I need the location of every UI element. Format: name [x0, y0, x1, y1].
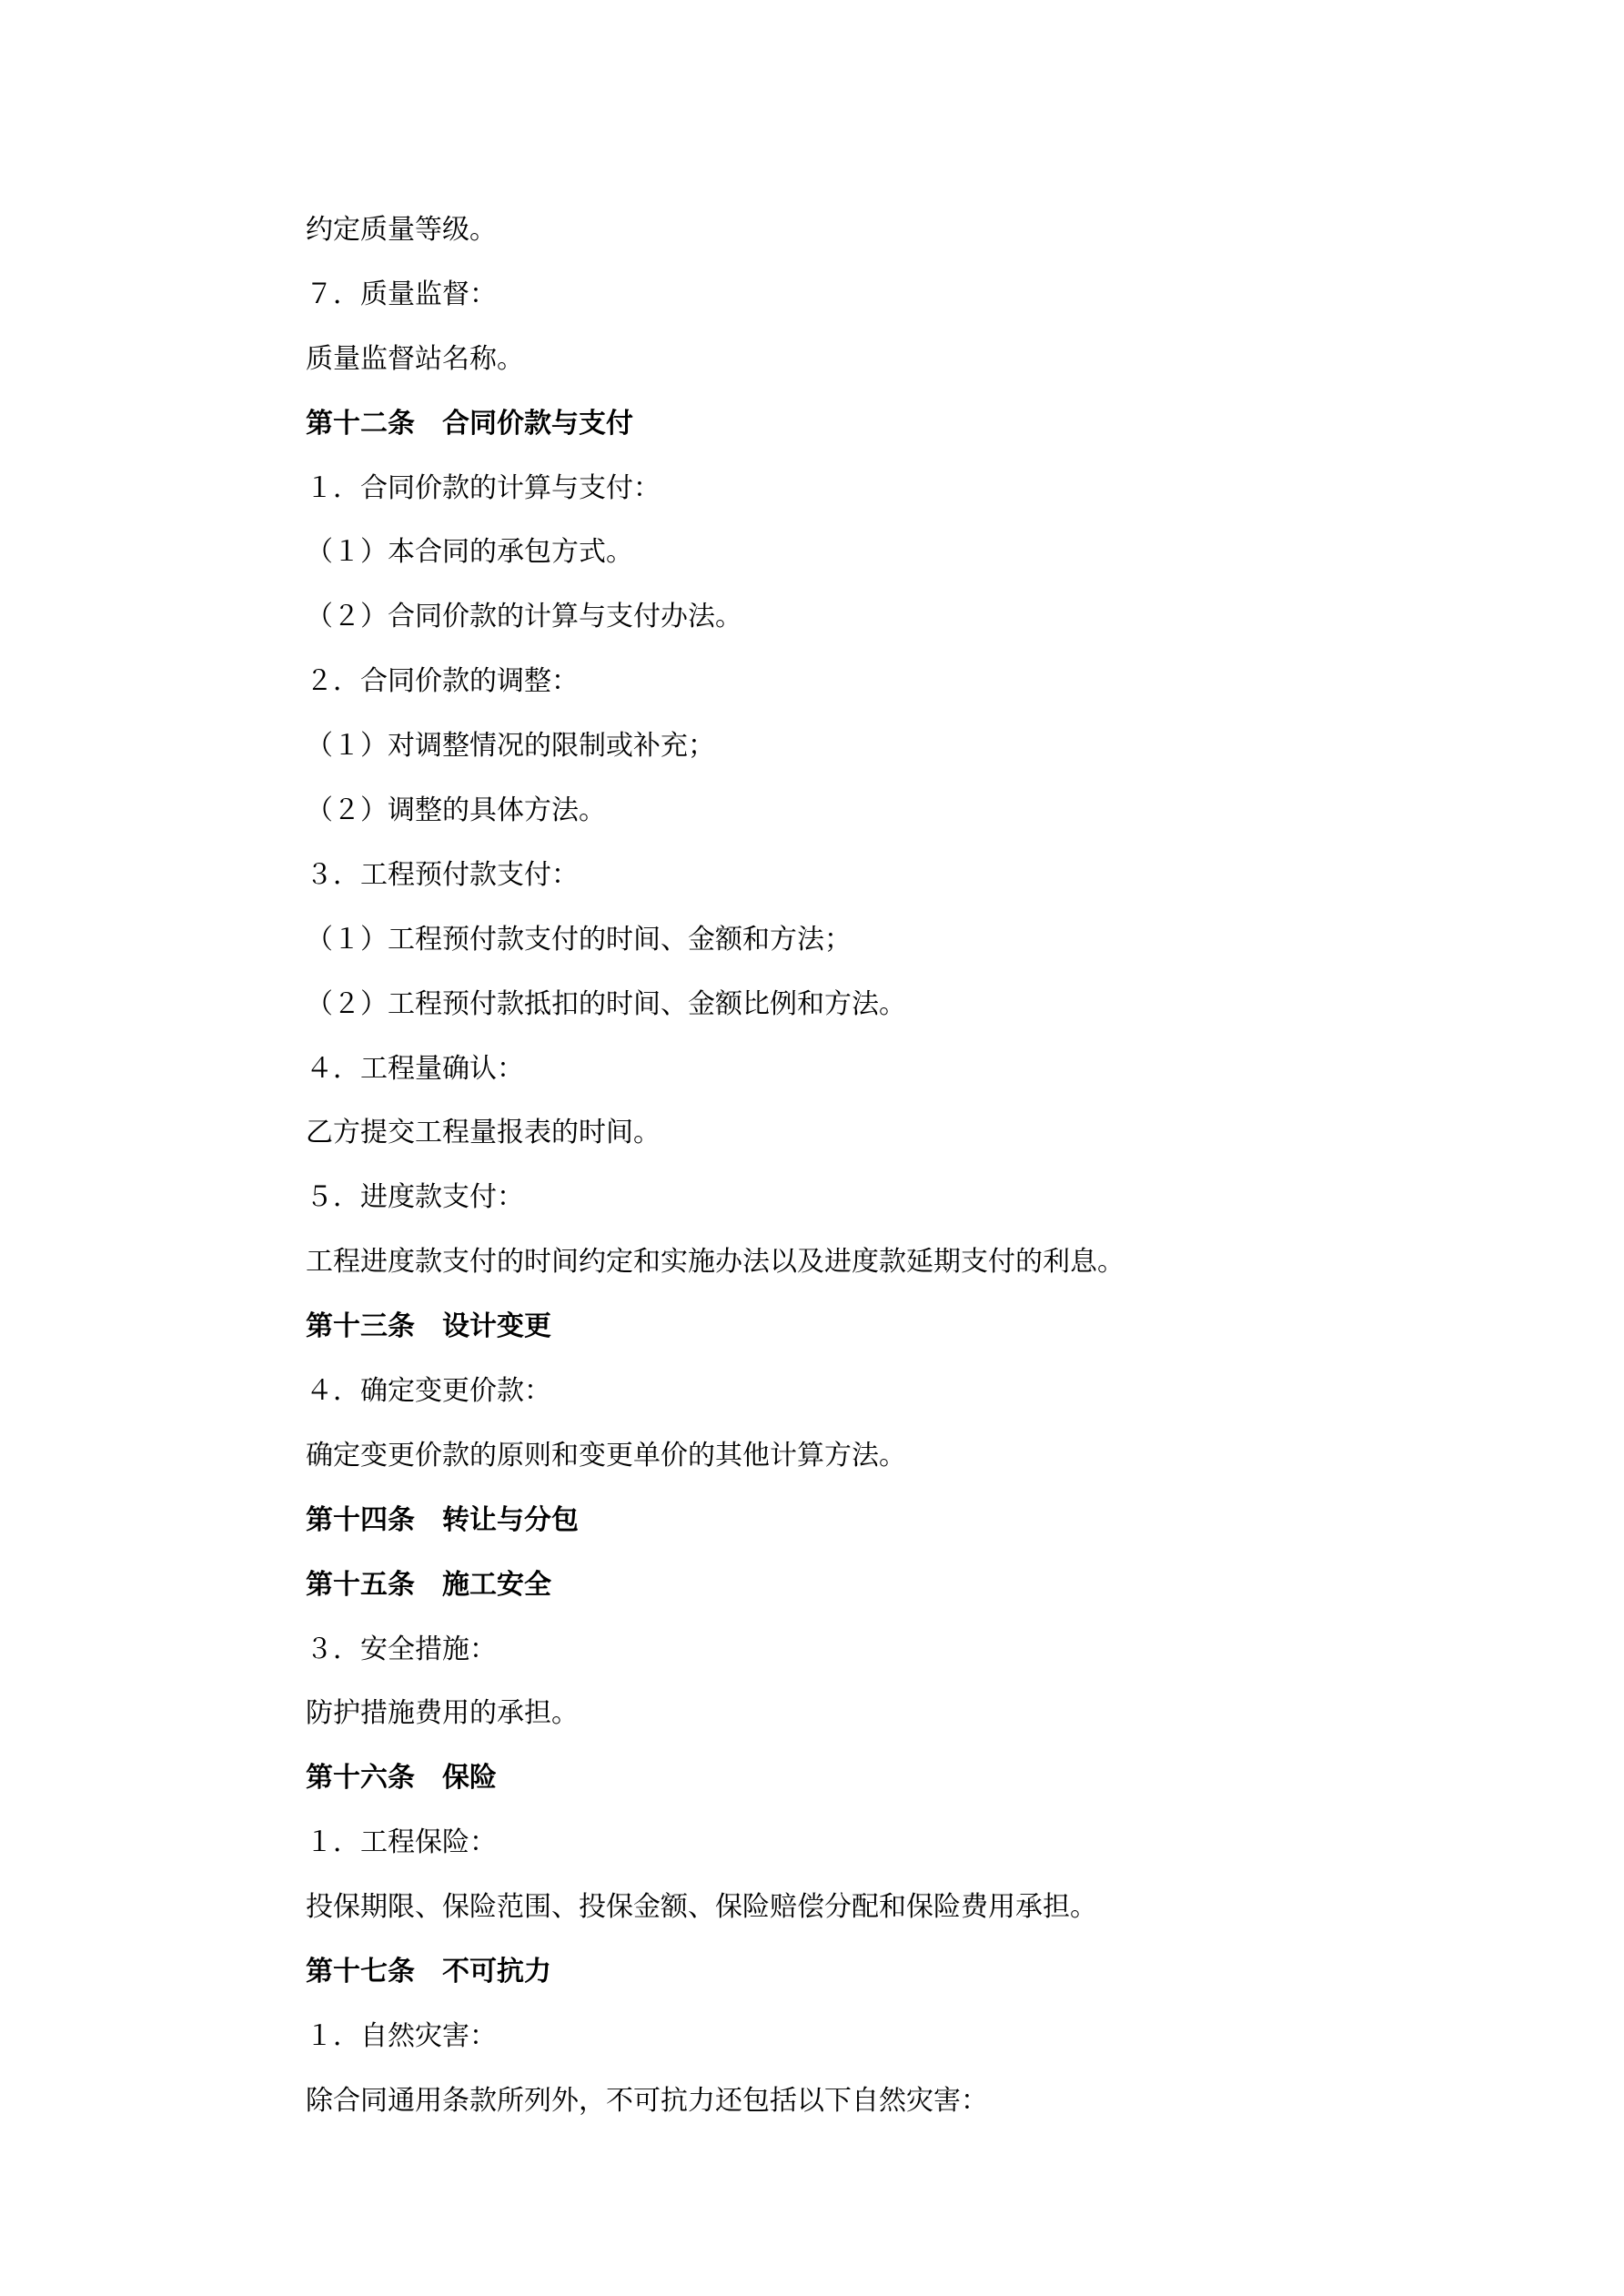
- list-item: （１）本合同的承包方式。: [306, 536, 633, 569]
- paragraph: 约定质量等级。: [306, 214, 497, 246]
- section-heading: 第十三条 设计变更: [306, 1310, 551, 1343]
- list-item: ３．安全措施：: [306, 1633, 497, 1665]
- list-item: （２）工程预付款抵扣的时间、金额比例和方法。: [306, 987, 906, 1020]
- list-item: ２．合同价款的调整：: [306, 665, 579, 698]
- list-item: ３．工程预付款支付：: [306, 858, 579, 891]
- section-heading: 第十二条 合同价款与支付: [306, 407, 633, 440]
- section-heading: 第十七条 不可抗力: [306, 1956, 551, 1988]
- section-heading: 第十六条 保险: [306, 1762, 497, 1795]
- section-heading: 第十五条 施工安全: [306, 1568, 551, 1601]
- paragraph: 乙方提交工程量报表的时间。: [306, 1117, 661, 1149]
- document-body: [306, 198, 1316, 2134]
- paragraph: 防护措施费用的承担。: [306, 1697, 579, 1730]
- section-heading: 第十四条 转让与分包: [306, 1503, 579, 1536]
- list-item: ４．工程量确认：: [306, 1052, 524, 1085]
- paragraph: 除合同通用条款所列外，不可抗力还包括以下自然灾害：: [306, 2084, 988, 2117]
- paragraph: 工程进度款支付的时间约定和实施办法以及进度款延期支付的利息。: [306, 1246, 1125, 1279]
- list-item: ７．质量监督：: [306, 278, 497, 310]
- list-item: ４．确定变更价款：: [306, 1375, 551, 1408]
- list-item: １．合同价款的计算与支付：: [306, 471, 661, 504]
- list-item: ５．进度款支付：: [306, 1181, 524, 1214]
- list-item: １．工程保险：: [306, 1826, 497, 1859]
- list-item: （１）工程预付款支付的时间、金额和方法；: [306, 923, 852, 956]
- paragraph: 投保期限、保险范围、投保金额、保险赔偿分配和保险费用承担。: [306, 1891, 1097, 1924]
- paragraph: 确定变更价款的原则和变更单价的其他计算方法。: [306, 1439, 906, 1472]
- list-item: １．自然灾害：: [306, 2019, 497, 2052]
- paragraph: 质量监督站名称。: [306, 342, 524, 375]
- list-item: （１）对调整情况的限制或补充；: [306, 730, 715, 763]
- list-item: （２）调整的具体方法。: [306, 794, 606, 827]
- list-item: （２）合同价款的计算与支付办法。: [306, 601, 742, 633]
